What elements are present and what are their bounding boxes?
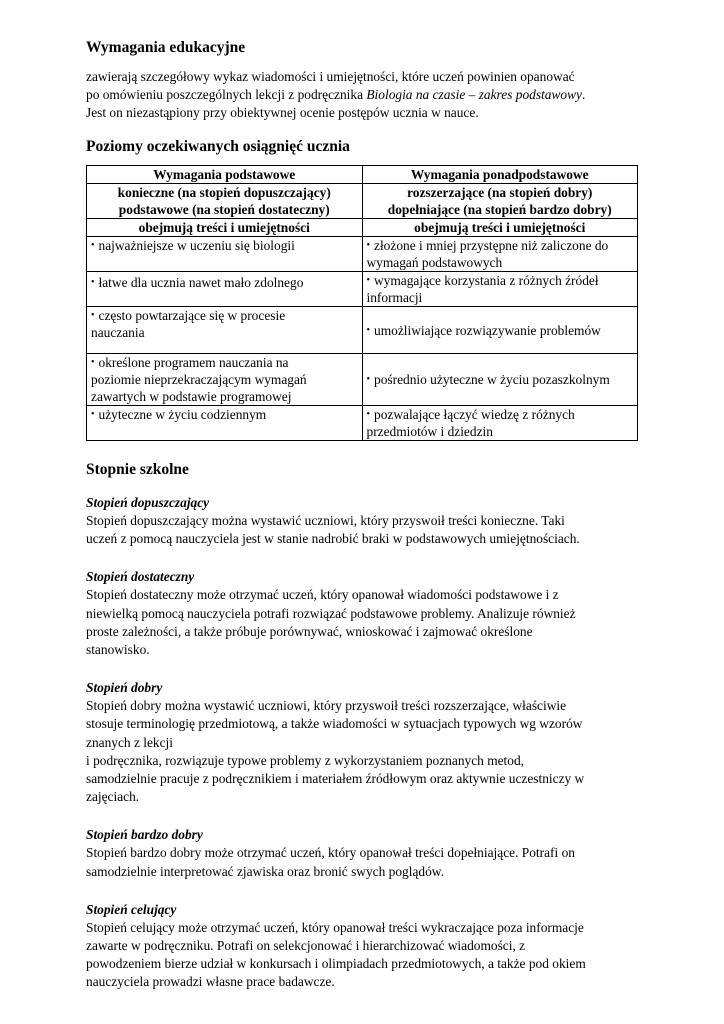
left-header-line-2: podstawowe (na stopień dostateczny) — [118, 202, 330, 217]
table-row — [87, 307, 638, 354]
table-header-levels-row — [87, 184, 638, 219]
left-header-title: Wymagania podstawowe — [87, 166, 363, 184]
left-header-scope: obejmują treści i umiejętności — [87, 219, 363, 237]
text-line: znanych z lekcji — [86, 734, 173, 750]
text-line: zajęciach. — [86, 789, 140, 805]
right-cell — [362, 406, 638, 441]
cell-line: • złożone i mniej przystępne niż zaliczone do — [367, 237, 634, 254]
table-row — [87, 354, 638, 406]
right-header-levels — [362, 184, 638, 219]
cell-line: nauczania — [91, 325, 145, 340]
intro-line-2 — [86, 86, 638, 104]
cell-line: • najważniejsze w uczeniu się biologii — [91, 237, 358, 254]
cell-line: poziomie nieprzekraczającym wymagań — [91, 372, 307, 387]
intro-line-2-post: . — [581, 87, 586, 102]
text-line: Stopień dobry można wystawić uczniowi, który przyswoił treści rozszerzające, właściwie — [86, 698, 567, 714]
table-row — [87, 237, 638, 272]
heading-levels: Poziomy oczekiwanych osiągnięć ucznia — [86, 138, 350, 155]
text-line: samodzielnie interpretować zjawiska oraz bronić swych poglądów. — [86, 863, 444, 879]
text-line: Stopień bardzo dobry może otrzymać uczeń, który opanował treści dopełniające. Potrafi on — [86, 845, 575, 861]
grade-description — [86, 844, 638, 880]
cell-line: • pośrednio użyteczne w życiu pozaszkolnym — [367, 371, 634, 388]
grade-description — [86, 512, 638, 548]
intro-line-2-pre: po omówieniu poszczególnych lekcji z podręcznika — [86, 87, 367, 102]
grade-section-celujacy — [86, 901, 638, 992]
text-line: niewielką pomocą nauczyciela potrafi rozwiązać podstawowe problemy. Analizuje również — [86, 605, 576, 621]
left-cell — [87, 307, 363, 354]
cell-line: • umożliwiające rozwiązywanie problemów — [367, 322, 634, 339]
intro-line-3: Jest on niezastąpiony przy obiektywnej ocenie postępów ucznia w nauce. — [86, 105, 479, 120]
grade-section-dopuszczajacy — [86, 494, 638, 548]
grade-title: Stopień dobry — [86, 680, 163, 696]
left-cell — [87, 272, 363, 307]
text-line: samodzielnie pracuje z podręcznikiem i materiałem źródłowym oraz aktywnie uczestniczy w — [86, 771, 585, 787]
text-line: zawarte w podręczniku. Potrafi on selekcjonować i hierarchizować wiadomości, z — [86, 938, 526, 954]
grade-section-dobry — [86, 679, 638, 806]
table-row — [87, 272, 638, 307]
grade-title: Stopień dostateczny — [86, 569, 195, 585]
text-line: powodzeniem bierze udział w konkursach i olimpiadach przedmiotowych, a także pod okiem — [86, 956, 586, 972]
right-header-line-1: rozszerzające (na stopień dobry) — [407, 185, 593, 200]
cell-line: • łatwe dla ucznia nawet mało zdolnego — [91, 274, 358, 291]
cell-line: • często powtarzające się w procesie — [91, 307, 358, 324]
right-cell — [362, 237, 638, 272]
right-cell — [362, 354, 638, 406]
left-header-line-1: konieczne (na stopień dopuszczający) — [117, 185, 331, 200]
text-line: Stopień dostateczny może otrzymać uczeń, który opanował wiadomości podstawowe i z — [86, 587, 559, 603]
grade-description — [86, 586, 638, 659]
text-line: Stopień dopuszczający można wystawić uczniowi, który przyswoił treści konieczne. Taki — [86, 513, 565, 528]
grade-title: Stopień dopuszczający — [86, 495, 210, 510]
cell-line: • pozwalające łączyć wiedzę z różnych — [367, 406, 634, 423]
table-header-scope-row — [87, 219, 638, 237]
text-line: stosuje terminologię przedmiotową, a także wiadomości w sytuacjach typowych wg wzorów — [86, 716, 583, 732]
text-line: nauczyciela prowadzi własne prace badawcze. — [86, 974, 335, 990]
document-page — [86, 38, 638, 992]
text-line: i podręcznika, rozwiązuje typowe problemy z wykorzystaniem poznanych metod, — [86, 752, 525, 768]
right-header-line-2: dopełniające (na stopień bardzo dobry) — [387, 202, 612, 217]
grade-section-dostateczny — [86, 568, 638, 659]
grade-description — [86, 919, 638, 992]
heading-requirements: Wymagania edukacyjne — [86, 39, 246, 56]
cell-line: • określone programem nauczania na — [91, 354, 358, 371]
intro-line-1: zawierają szczegółowy wykaz wiadomości i umiejętności, które uczeń powinien opanować — [86, 69, 575, 84]
text-line: stanowisko. — [86, 642, 150, 658]
cell-line: wymagań podstawowych — [366, 255, 503, 270]
left-header-levels — [87, 184, 363, 219]
cell-line: informacji — [366, 290, 423, 305]
text-line: proste zależności, a także próbuje porównywać, wnioskować i zajmować określone — [86, 623, 533, 639]
requirements-table — [86, 165, 638, 441]
cell-line: zawartych w podstawie programowej — [91, 389, 292, 404]
cell-line: • użyteczne w życiu codziennym — [91, 406, 358, 423]
left-cell — [87, 406, 363, 441]
right-cell — [362, 272, 638, 307]
grade-section-bardzo-dobry — [86, 826, 638, 880]
right-header-scope: obejmują treści i umiejętności — [362, 219, 638, 237]
left-cell — [87, 354, 363, 406]
grade-description — [86, 697, 638, 806]
book-title: Biologia na czasie – zakres podstawowy — [366, 87, 582, 102]
text-line: uczeń z pomocą nauczyciela jest w stanie nadrobić braki w podstawowych umiejętnościach. — [86, 531, 580, 547]
cell-line: • wymagające korzystania z różnych źródeł — [367, 272, 634, 289]
grade-title: Stopień bardzo dobry — [86, 827, 203, 843]
left-cell — [87, 237, 363, 272]
cell-line: przedmiotów i dziedzin — [366, 424, 493, 439]
table-row — [87, 406, 638, 441]
table-header-row — [87, 166, 638, 184]
intro-paragraph — [86, 68, 638, 122]
grade-title: Stopień celujący — [86, 901, 177, 917]
right-header-title: Wymagania ponadpodstawowe — [362, 166, 638, 184]
right-cell — [362, 307, 638, 354]
text-line: Stopień celujący może otrzymać uczeń, który opanował treści wykraczające poza informacje — [86, 919, 584, 935]
heading-grades: Stopnie szkolne — [86, 461, 189, 478]
